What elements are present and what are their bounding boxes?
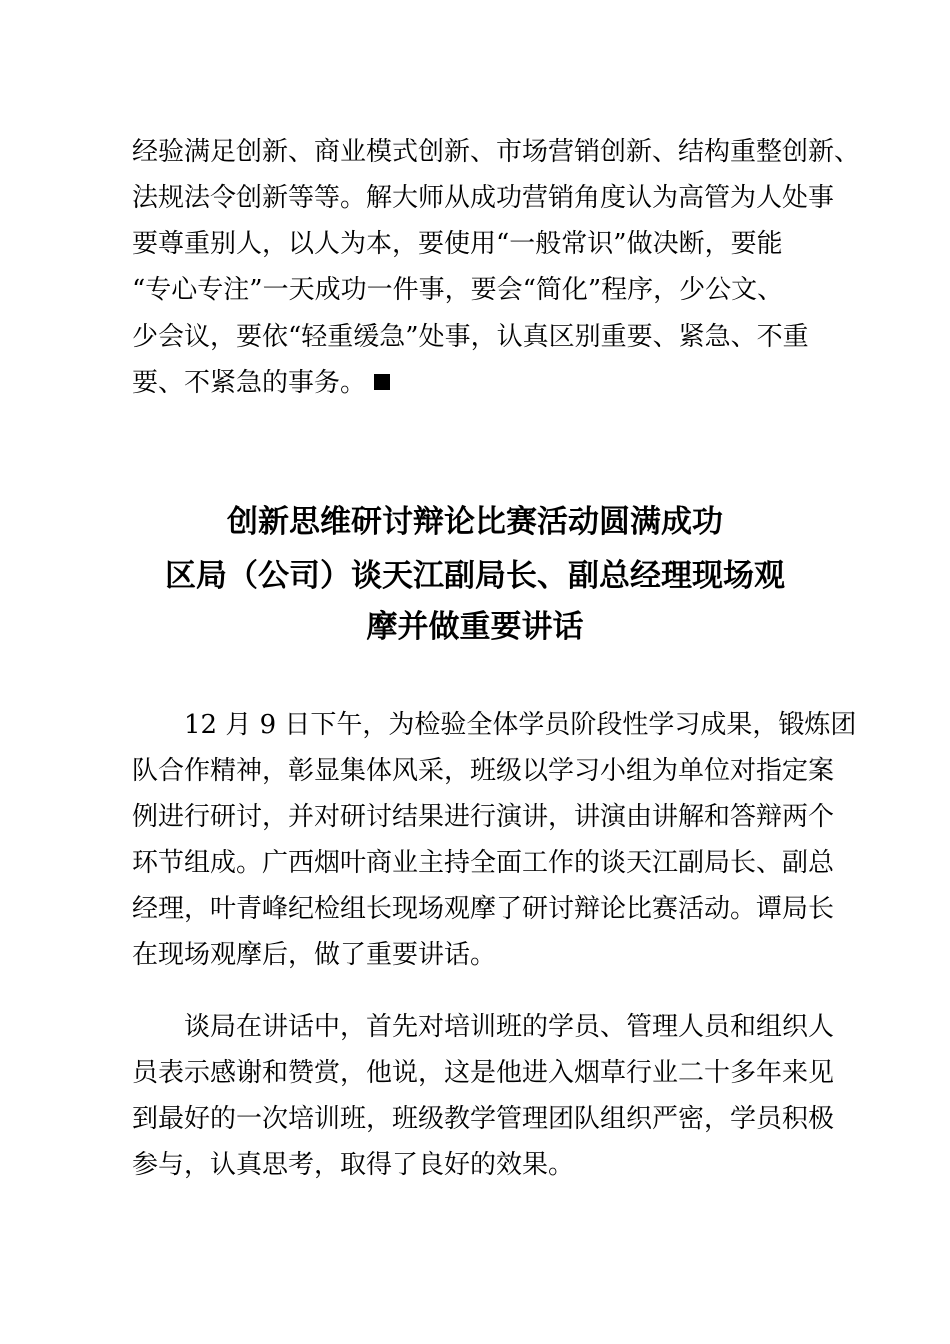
text-line: 12 月 9 日下午，为检验全体学员阶段性学习成果，锻炼团 [184, 710, 857, 740]
text-line: 在现场观摩后，做了重要讲话。 [132, 940, 497, 970]
text-line: 队合作精神，彰显集体风采，班级以学习小组为单位对指定案 [132, 756, 835, 786]
end-of-article-mark [374, 374, 390, 390]
text-line-content: 要、不紧急的事务。 [132, 368, 367, 398]
title-line: 区局（公司）谈天江副局长、副总经理现场观 [165, 558, 785, 594]
text-line: 环节组成。广西烟叶商业主持全面工作的谈天江副局长、副总 [132, 848, 835, 878]
text-line: 例进行研讨，并对研讨结果进行演讲，讲演由讲解和答辩两个 [132, 802, 835, 832]
text-line: 到最好的一次培训班，班级教学管理团队组织严密，学员积极 [132, 1104, 835, 1134]
text-line: 谈局在讲话中，首先对培训班的学员、管理人员和组织人 [184, 1012, 835, 1042]
text-line: “专心专注”一天成功一件事，要会“简化”程序，少公文、 [132, 275, 784, 305]
text-line: 经理，叶青峰纪检组长现场观摩了研讨辩论比赛活动。谭局长 [132, 894, 835, 924]
text-line: 少会议，要依“轻重缓急”处事，认真区别重要、紧急、不重 [132, 322, 809, 352]
text-line: 员表示感谢和赞赏，他说，这是他进入烟草行业二十多年来见 [132, 1058, 835, 1088]
text-line: 要尊重别人，以人为本，要使用“一般常识”做决断，要能 [132, 229, 783, 259]
title-line: 摩并做重要讲话 [366, 609, 584, 645]
title-line: 创新思维研讨辩论比赛活动圆满成功 [227, 504, 723, 540]
text-line-last [132, 368, 832, 398]
text-line: 经验满足创新、商业模式创新、市场营销创新、结构重整创新、 [132, 137, 861, 167]
text-line: 法规法令创新等等。解大师从成功营销角度认为高管为人处事 [132, 183, 835, 213]
text-line: 参与，认真思考，取得了良好的效果。 [132, 1150, 575, 1180]
